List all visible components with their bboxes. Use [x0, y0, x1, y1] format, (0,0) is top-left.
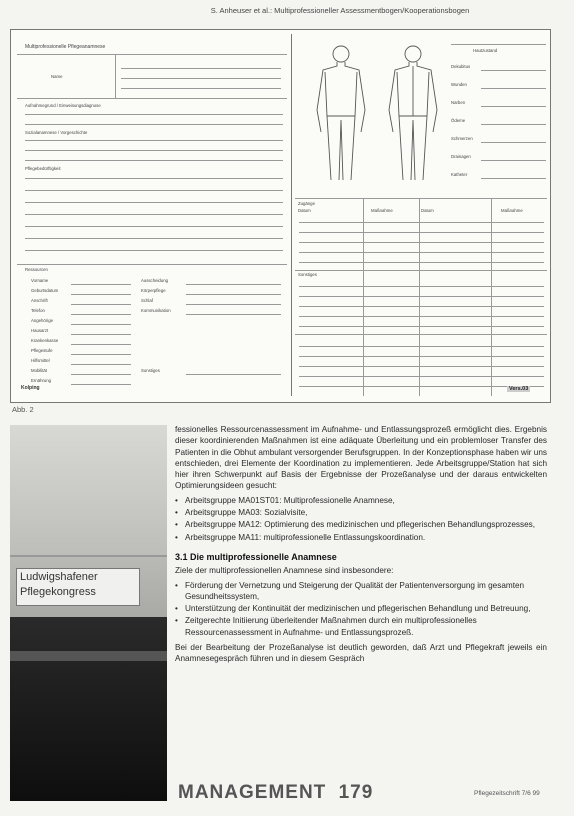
form-field-label: Ausscheidung — [141, 278, 168, 283]
workgroup-list — [175, 495, 547, 543]
form-field-label: Vorname — [31, 278, 49, 283]
congress-photo — [10, 425, 167, 801]
figure-label: Abb. 2 — [12, 405, 34, 414]
running-head: S. Anheuser et al.: Multiprofessioneller Assessmentbogen/Kooperationsbogen — [210, 6, 470, 15]
form-table-head: Datum — [298, 208, 311, 213]
form-field-label: Kommunikation — [141, 308, 171, 313]
banner-text-line1: Ludwigshafener — [20, 571, 98, 583]
form-field-label: Dekubitus — [451, 64, 471, 69]
form-table-head: Maßnahme — [371, 208, 393, 213]
form-field-label: Körperpflege — [141, 288, 166, 293]
form-field-label: Katheter — [451, 172, 468, 177]
list-item: • Arbeitsgruppe MA03: Sozialvisite, — [175, 507, 547, 518]
form-section-ressourcen: Ressourcen — [25, 267, 48, 272]
form-field-label: Mobilität — [31, 368, 48, 373]
banner-text-line2: Pflegekongress — [20, 586, 96, 598]
form-field-label: Ernährung — [31, 378, 52, 383]
goals-list — [175, 580, 547, 638]
article-body — [175, 424, 547, 665]
form-field-label: Narben — [451, 100, 466, 105]
form-title: Multiprofessionelle Pflegeanamnese — [25, 44, 106, 50]
form-field-label: Hausarzt — [31, 328, 49, 333]
list-item: • Arbeitsgruppe MA12: Optimierung des medizinischen und pflegerischen Behandlungsprozesses, — [175, 519, 547, 530]
section-heading: 3.1 Die multiprofessionelle Anamnese — [175, 551, 337, 562]
form-field-label: Schmerzen — [451, 136, 473, 141]
footer-section-title — [178, 782, 373, 804]
form-field-label: Krankenkasse — [31, 338, 59, 343]
form-section-soziales: Sozialanamnese / Vorgeschichte — [25, 130, 88, 135]
form-field-label: Hilfsmittel — [31, 358, 50, 363]
form-field-label: Geburtsdatum — [31, 288, 59, 293]
list-item: • Arbeitsgruppe MA01ST01: Multiprofessionelle Anamnese, — [175, 495, 547, 506]
form-field-label: Telefon — [31, 308, 45, 313]
body-paragraph: Bei der Bearbeitung der Prozeßanalyse ist deutlich geworden, daß Arzt und Pflegekraft jeweils ein Anamnesegespräch führen und in diesem Gespräch — [175, 643, 547, 664]
form-field-label: Schlaf — [141, 298, 153, 303]
form-field-name: Name — [51, 74, 63, 79]
form-field-label: Sonstiges — [141, 368, 160, 373]
form-field-label: Pflegestufe — [31, 348, 53, 353]
assessment-form-figure — [10, 29, 551, 403]
form-table-head: Maßnahme — [501, 208, 523, 213]
form-version-badge: Vers.03 — [509, 386, 529, 392]
list-item: • Arbeitsgruppe MA11: multiprofessionelle Entlassungskoordination. — [175, 532, 547, 543]
list-item: • Unterstützung der Kontinuität der medizinischen und pflegerischen Behandlung und Betreuung, — [175, 603, 547, 614]
form-table-head: Datum — [421, 208, 434, 213]
journal-citation: Pflegezeitschrift 7/6 99 — [474, 790, 540, 797]
list-item: • Zeitgerechte Initiierung überleitender Maßnahmen durch ein multiprofessionelles Ressourcenassessment in Aufnahme- und Entlassungsprozeß. — [175, 615, 547, 638]
list-item: • Förderung der Vernetzung und Steigerung der Qualität der Patientenversorgung im gesamten Gesundheitssystem, — [175, 580, 547, 603]
form-field-label: Hautzustand — [473, 48, 498, 53]
footer-section-name: MANAGEMENT — [178, 782, 327, 803]
form-section-pflege: Pflegebedürftigkeit — [25, 166, 61, 171]
form-field-label: Sonstiges — [298, 272, 317, 277]
form-logo-left: Kolping — [21, 385, 40, 391]
form-field-label: Angehörige — [31, 318, 53, 323]
form-field-label: Zugänge — [298, 201, 315, 206]
form-field-label: Wunden — [451, 82, 467, 87]
page-number: 179 — [338, 782, 374, 803]
form-field-label: Drainagen — [451, 154, 471, 159]
form-field-label: Anschrift — [31, 298, 48, 303]
body-paragraph: fessionelles Ressourcenassessment im Aufnahme- und Entlassungsprozeß ermöglicht dies. Ergebnis dieser koordinierenden Maßnahmen ist eine adäquate Überleitung und ein problemloser Transfer des Patienten in die Obhut ambulant versorgender Berufsgruppen. In der Konzeptionsphase haben wir uns entschieden, drei Elemente der Koordination zu implementieren. Jede Arbeitsgruppe/Station hat sich hier ihren Schwerpunkt auf Basis der Ergebnisse der Prozeßanalyse und der daraus entwickelten Optimierungsideen gesucht: — [175, 425, 547, 491]
form-section-aufnahme: Aufnahmegrund / Einweisungsdiagnose — [25, 103, 101, 108]
body-diagram-icon — [303, 40, 453, 190]
form-field-label: Ödeme — [451, 118, 466, 123]
body-paragraph: Ziele der multiprofessionellen Anamnese sind insbesondere: — [175, 566, 394, 576]
